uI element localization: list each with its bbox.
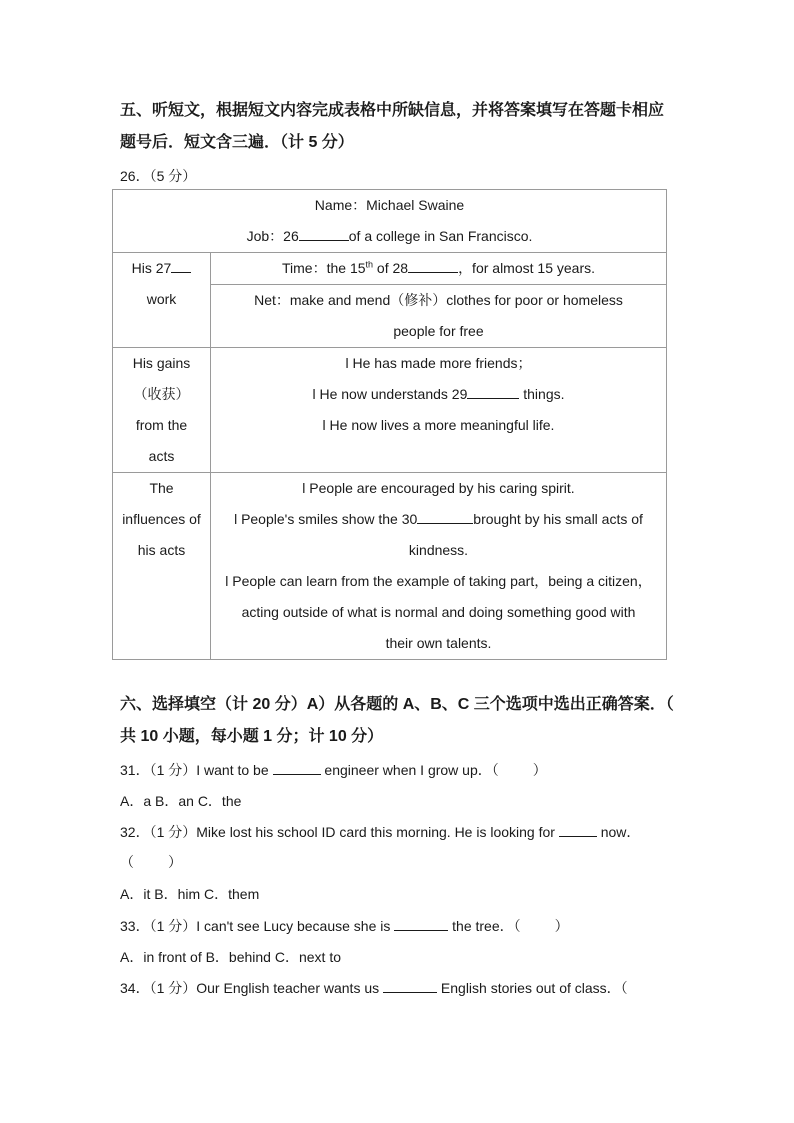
work-label-line1: His 27 xyxy=(131,260,172,276)
answer-blank-27[interactable] xyxy=(171,258,191,273)
time-line xyxy=(211,253,666,285)
gains-item-2-suffix: things. xyxy=(519,386,565,402)
table-row xyxy=(113,473,667,660)
question-33 xyxy=(120,916,680,936)
gains-label-line3: from the xyxy=(135,417,188,433)
table-row xyxy=(113,253,667,348)
gains-detail-cell xyxy=(211,348,667,473)
time-mid: of 28 xyxy=(373,260,409,276)
time-prefix: Time：the 15 xyxy=(282,260,366,276)
question-31 xyxy=(120,760,680,780)
question-26-label: 26．（5 分） xyxy=(120,168,197,184)
gains-item-2 xyxy=(215,379,662,410)
gains-label-line4: acts xyxy=(148,448,175,464)
question-31-prefix: 31．（1 分）I want to be xyxy=(120,762,269,778)
time-suffix: ，for almost 15 years. xyxy=(458,260,595,276)
question-34 xyxy=(120,978,680,998)
gains-item-2-prefix: l He now understands 29 xyxy=(312,386,468,402)
answer-blank-30[interactable] xyxy=(417,509,473,524)
influence-label-line2: influences of xyxy=(122,511,201,527)
section6-heading-line1: 六、选择填空（计 20 分）A）从各题的 A、B、C 三个选项中选出正确答案．（ xyxy=(120,696,674,713)
question-31-suffix: engineer when I grow up．（ xyxy=(324,762,499,778)
info-table xyxy=(112,189,667,660)
gains-label-line2: （收获） xyxy=(133,386,190,402)
section5-heading xyxy=(120,95,680,159)
work-label-cell xyxy=(113,253,211,348)
gains-label-cell xyxy=(113,348,211,473)
section5-heading-line1: 五、听短文，根据短文内容完成表格中所缺信息，并将答案填写在答题卡相应 xyxy=(120,102,665,119)
influence-detail-cell xyxy=(211,473,667,660)
answer-blank-34[interactable] xyxy=(383,978,437,993)
question-32-suffix: now． xyxy=(600,824,641,840)
answer-blank-28[interactable] xyxy=(408,258,458,273)
section5-heading-line2: 题号后．短文含三遍．（计 5 分） xyxy=(120,134,354,151)
gains-label-line1: His gains xyxy=(132,355,191,371)
answer-blank-26[interactable] xyxy=(299,226,349,241)
answer-blank-31[interactable] xyxy=(273,760,321,775)
question-34-prefix: 34．（1 分）Our English teacher wants us xyxy=(120,980,380,996)
table-row xyxy=(113,348,667,473)
influence-label-line3: his acts xyxy=(137,542,186,558)
net-line2: people for free xyxy=(393,323,484,339)
job-suffix: of a college in San Francisco. xyxy=(348,228,533,244)
influence-item-3-line3: their own talents. xyxy=(385,635,492,651)
question-32-prefix: 32．（1 分）Mike lost his school ID card this morning. He is looking for xyxy=(120,824,555,840)
work-label-line2: work xyxy=(146,291,177,307)
question-33-close: ） xyxy=(554,918,569,934)
question-31-close: ） xyxy=(532,762,547,778)
question-32-paren: （ xyxy=(120,854,134,870)
influence-item-3-line1: l People can learn from the example of taking part，being a citizen， xyxy=(225,573,652,589)
question-32-close: ） xyxy=(168,854,182,870)
influence-item-2-suffix: brought by his small acts of xyxy=(473,511,643,527)
question-32-options: A．it B．him C．them xyxy=(120,886,260,902)
question-34-suffix: English stories out of class．（ xyxy=(440,980,628,996)
influence-item-2-prefix: l People's smiles show the 30 xyxy=(234,511,418,527)
gains-item-3: l He now lives a more meaningful life. xyxy=(322,417,555,433)
influence-item-1: l People are encouraged by his caring spirit. xyxy=(302,480,575,496)
answer-blank-33[interactable] xyxy=(394,916,448,931)
question-32 xyxy=(120,822,680,842)
question-31-options: A．a B．an C．the xyxy=(120,793,242,809)
question-33-options: A．in front of B．behind C．next to xyxy=(120,949,341,965)
gains-item-1: l He has made more friends； xyxy=(345,355,532,371)
time-sup: th xyxy=(365,259,374,270)
name-job-cell xyxy=(113,190,667,253)
name-line: Name：Michael Swaine xyxy=(314,197,465,213)
question-33-prefix: 33．（1 分）I can't see Lucy because she is xyxy=(120,918,391,934)
influence-item-2 xyxy=(215,504,662,535)
job-prefix: Job：26 xyxy=(246,228,299,244)
section6-heading xyxy=(120,689,680,753)
influence-item-3-line2: acting outside of what is normal and doing something good with xyxy=(241,604,636,620)
question-32-paren-line xyxy=(120,852,680,872)
answer-blank-32[interactable] xyxy=(559,822,597,837)
influence-label-line1: The xyxy=(149,480,174,496)
answer-blank-29[interactable] xyxy=(467,384,519,399)
table-row xyxy=(113,190,667,253)
influence-item-2-line2: kindness. xyxy=(408,542,469,558)
work-detail-cell xyxy=(211,253,667,348)
section6-heading-line2: 共 10 小题，每小题 1 分；计 10 分） xyxy=(120,728,384,745)
influence-label-cell xyxy=(113,473,211,660)
job-line xyxy=(117,221,662,252)
net-line1: Net：make and mend（修补）clothes for poor or homeless xyxy=(254,292,623,308)
question-33-suffix: the tree．（ xyxy=(452,918,521,934)
